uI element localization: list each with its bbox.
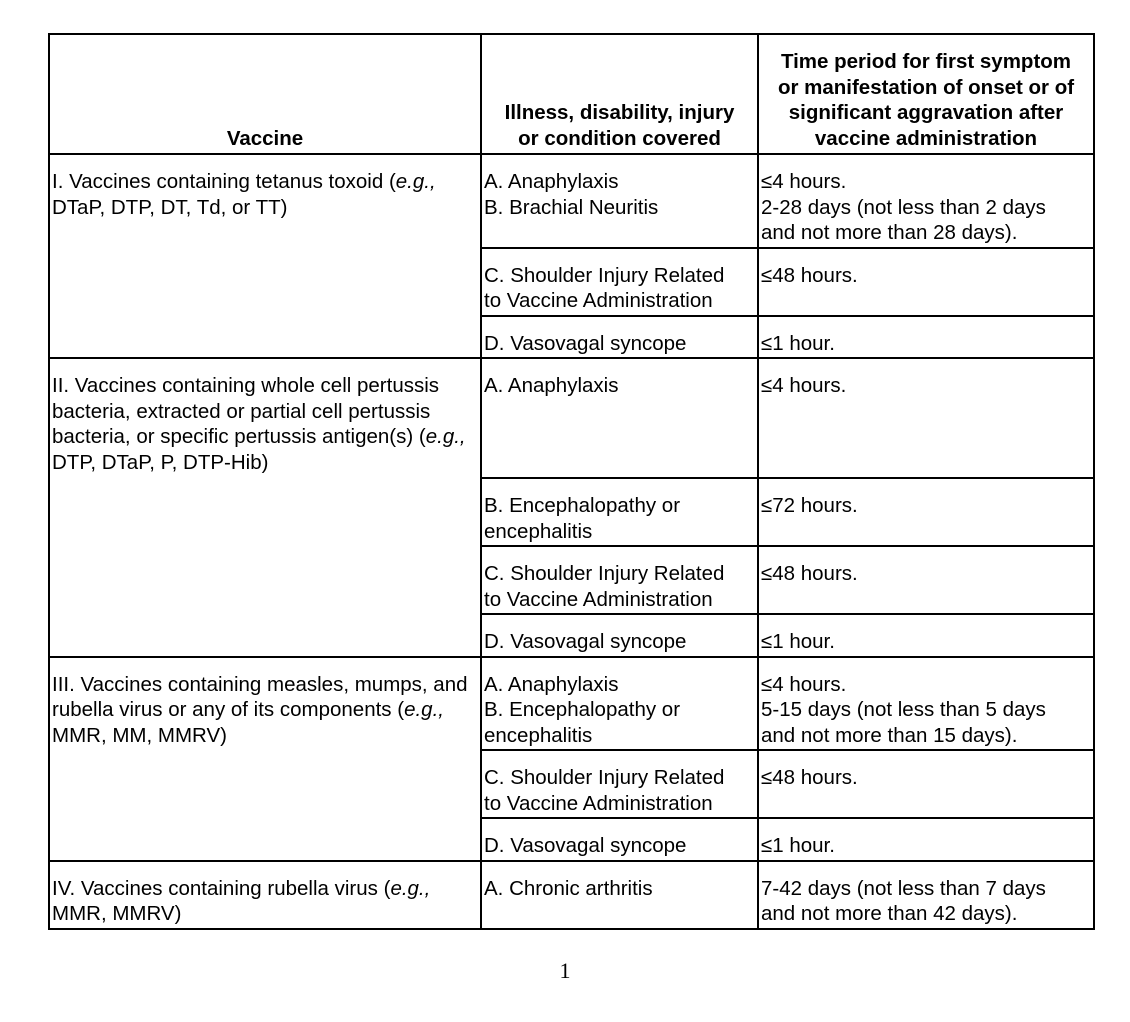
vaccine-text-rest: DTP, DTaP, P, DTP-Hib) bbox=[52, 450, 269, 474]
vaccine-example-label: e.g., bbox=[425, 425, 466, 448]
illness-line: to Vaccine Administration bbox=[484, 791, 713, 815]
time-line: ≤4 hours. bbox=[761, 374, 847, 397]
illness-line: A. Anaphylaxis bbox=[484, 672, 619, 696]
illness-cell bbox=[481, 358, 758, 478]
illness-line: B. Encephalopathy or bbox=[484, 494, 681, 517]
illness-cell bbox=[481, 818, 758, 861]
illness-cell bbox=[481, 248, 758, 316]
vaccine-text-rest: DTaP, DTP, DT, Td, or TT) bbox=[52, 195, 288, 219]
illness-line: A. Anaphylaxis bbox=[484, 170, 619, 193]
time-cell bbox=[758, 546, 1094, 614]
header-vaccine-label: Vaccine bbox=[226, 126, 304, 150]
illness-line: A. Anaphylaxis bbox=[484, 374, 619, 397]
illness-line: D. Vasovagal syncope bbox=[484, 834, 687, 857]
vaccine-text: IV. Vaccines containing rubella virus ( bbox=[52, 876, 391, 900]
illness-line: encephalitis bbox=[484, 519, 593, 543]
time-cell bbox=[758, 750, 1094, 818]
time-line: ≤48 hours. bbox=[761, 263, 858, 287]
illness-line: encephalitis bbox=[484, 723, 593, 747]
illness-line: C. Shoulder Injury Related bbox=[484, 562, 725, 585]
vaccine-example-label: e.g., bbox=[395, 170, 436, 193]
time-cell bbox=[758, 316, 1094, 359]
vaccine-cell bbox=[49, 657, 481, 861]
time-line: ≤1 hour. bbox=[761, 834, 835, 857]
header-time-period bbox=[758, 34, 1094, 154]
time-cell bbox=[758, 861, 1094, 929]
time-line: 7-42 days (not less than 7 days bbox=[761, 876, 1046, 900]
time-line: and not more than 15 days). bbox=[761, 723, 1018, 747]
page-number: 1 bbox=[559, 958, 571, 983]
time-line: ≤48 hours. bbox=[761, 562, 858, 585]
time-line: ≤72 hours. bbox=[761, 494, 858, 517]
vaccine-text: III. Vaccines containing measles, mumps, and rubella virus or any of its components ( bbox=[52, 672, 468, 721]
time-cell bbox=[758, 248, 1094, 316]
table-row bbox=[49, 358, 1094, 478]
illness-line: to Vaccine Administration bbox=[484, 289, 713, 312]
vaccine-cell bbox=[49, 358, 481, 657]
illness-line: to Vaccine Administration bbox=[484, 587, 713, 611]
vaccine-text: I. Vaccines containing tetanus toxoid ( bbox=[52, 170, 396, 193]
header-row bbox=[49, 34, 1094, 154]
illness-line: B. Brachial Neuritis bbox=[484, 195, 659, 219]
vaccine-cell bbox=[49, 154, 481, 358]
illness-cell bbox=[481, 657, 758, 751]
time-cell bbox=[758, 818, 1094, 861]
time-line: 5-15 days (not less than 5 days bbox=[761, 698, 1046, 721]
header-time-line: vaccine administration bbox=[814, 126, 1038, 150]
time-line: ≤48 hours. bbox=[761, 766, 858, 789]
header-illness-line: or condition covered bbox=[518, 126, 721, 150]
illness-line: A. Chronic arthritis bbox=[484, 876, 653, 900]
vaccine-injury-table bbox=[48, 33, 1095, 930]
illness-cell bbox=[481, 750, 758, 818]
header-time-line: Time period for first symptom bbox=[780, 50, 1072, 73]
header-time-line: or manifestation of onset or of bbox=[777, 75, 1075, 99]
time-line: and not more than 28 days). bbox=[761, 221, 1018, 244]
header-time-line: significant aggravation after bbox=[788, 101, 1064, 124]
time-line: ≤1 hour. bbox=[761, 331, 835, 355]
vaccine-text: II. Vaccines containing whole cell pertussis bacteria, extracted or partial cell pertussis bacteria, or specific pertussis antigen(s) ( bbox=[52, 374, 440, 448]
vaccine-example-label: e.g., bbox=[404, 698, 444, 721]
illness-line: C. Shoulder Injury Related bbox=[484, 263, 725, 287]
illness-cell bbox=[481, 478, 758, 546]
illness-line: C. Shoulder Injury Related bbox=[484, 766, 725, 789]
time-line: and not more than 42 days). bbox=[761, 902, 1018, 925]
time-line: 2-28 days (not less than 2 days bbox=[761, 195, 1046, 219]
header-vaccine bbox=[49, 34, 481, 154]
illness-cell bbox=[481, 546, 758, 614]
time-cell bbox=[758, 154, 1094, 248]
vaccine-example-label: e.g., bbox=[390, 876, 431, 900]
table-row bbox=[49, 861, 1094, 929]
time-cell bbox=[758, 614, 1094, 657]
vaccine-text-rest: MMR, MMRV) bbox=[52, 902, 182, 925]
illness-cell bbox=[481, 614, 758, 657]
time-cell bbox=[758, 358, 1094, 478]
header-illness bbox=[481, 34, 758, 154]
vaccine-text-rest: MMR, MM, MMRV) bbox=[52, 723, 227, 747]
table-row bbox=[49, 657, 1094, 751]
illness-line: D. Vasovagal syncope bbox=[484, 630, 687, 653]
time-line: ≤4 hours. bbox=[761, 170, 847, 193]
time-cell bbox=[758, 657, 1094, 751]
illness-line: D. Vasovagal syncope bbox=[484, 331, 687, 355]
time-line: ≤4 hours. bbox=[761, 672, 847, 696]
time-line: ≤1 hour. bbox=[761, 630, 835, 653]
illness-cell bbox=[481, 154, 758, 248]
table-row bbox=[49, 154, 1094, 248]
illness-cell bbox=[481, 861, 758, 929]
vaccine-cell bbox=[49, 861, 481, 929]
time-cell bbox=[758, 478, 1094, 546]
illness-line: B. Encephalopathy or bbox=[484, 698, 681, 721]
illness-cell bbox=[481, 316, 758, 359]
header-illness-line: Illness, disability, injury bbox=[504, 101, 735, 124]
